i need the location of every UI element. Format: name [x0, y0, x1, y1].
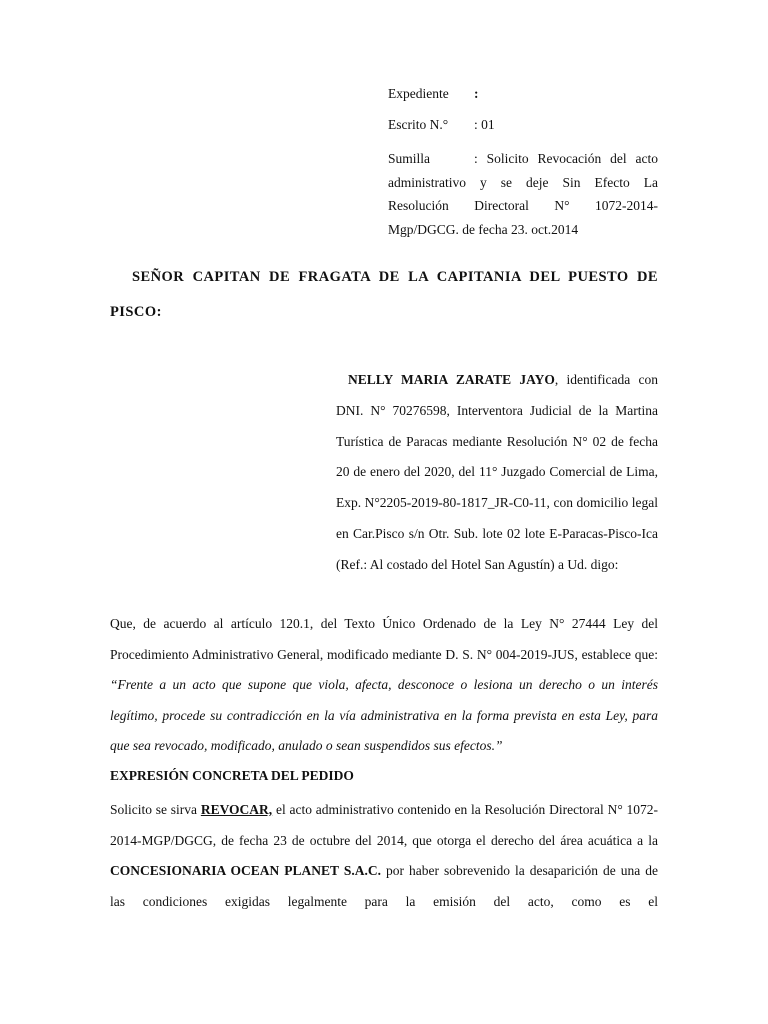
- addressee-line-1: SEÑOR CAPITAN DE FRAGATA DE LA CAPITANIA DEL PUESTO DE: [132, 269, 658, 285]
- petition-paragraph: [110, 795, 658, 917]
- petition-text-2: el acto administrativo contenido en la Resolución Directoral N° 1072-2014-MGP/DGCG, de fecha 23 de octubre del 2014, que otorga el derecho del área acuática a la: [110, 802, 658, 848]
- intro-paragraph: [110, 609, 658, 762]
- sumilla-label: Sumilla: [388, 151, 431, 166]
- legal-quote: “Frente a un acto que supone que viola, afecta, desconoce o lesiona un derecho o un interés legítimo, procede su contradicción en la vía administrativa en la forma prevista en esta Ley, para que sea revocado, modificado, anulado o sean suspendidos sus efectos.”: [110, 677, 658, 753]
- addressee-line-2: PISCO:: [110, 304, 162, 320]
- sumilla-block: [388, 147, 658, 241]
- revocar-keyword: REVOCAR,: [200, 802, 273, 817]
- sumilla-value: : Solicito Revocación del acto administrativo y se deje Sin Efecto La Resolución Directoral N° 1072-2014-Mgp/DGCG. de fecha 23. oct.2014: [388, 151, 658, 237]
- applicant-name: NELLY MARIA ZARATE JAYO: [348, 372, 555, 387]
- intro-text: Que, de acuerdo al artículo 120.1, del Texto Único Ordenado de la Ley N° 27444 Ley del Procedimiento Administrativo General, modificado mediante D. S. N° 004-2019-JUS, establece que:: [110, 616, 658, 662]
- company-name: CONCESIONARIA OCEAN PLANET S.A.C.: [110, 863, 381, 878]
- identification-paragraph: [336, 365, 658, 581]
- petition-text-3: por haber sobrevenido la desaparición de una de las condiciones exigidas legalmente para la emisión del acto, como es el: [110, 863, 658, 909]
- expediente-value: :: [474, 86, 479, 101]
- petition-text-1: Solicito se sirva: [110, 802, 201, 817]
- escrito-value: : 01: [474, 117, 495, 132]
- identification-text: , identificada con DNI. N° 70276598, Interventora Judicial de la Martina Turística de Paracas mediante Resolución N° 02 de fecha 20 de enero del 2020, del 11° Juzgado Comercial de Lima, Exp. N°2205-2019-80-1817_JR-C0-11, con domicilio legal en Car.Pisco s/n Otr. Sub. lote 02 lote E-Paracas-Pisco-Ica (Ref.: Al costado del Hotel San Agustín) a Ud. digo:: [336, 372, 658, 572]
- escrito-label: Escrito N.°: [388, 117, 449, 132]
- expediente-label: Expediente: [388, 86, 449, 101]
- petition-heading: EXPRESIÓN CONCRETA DEL PEDIDO: [110, 768, 354, 783]
